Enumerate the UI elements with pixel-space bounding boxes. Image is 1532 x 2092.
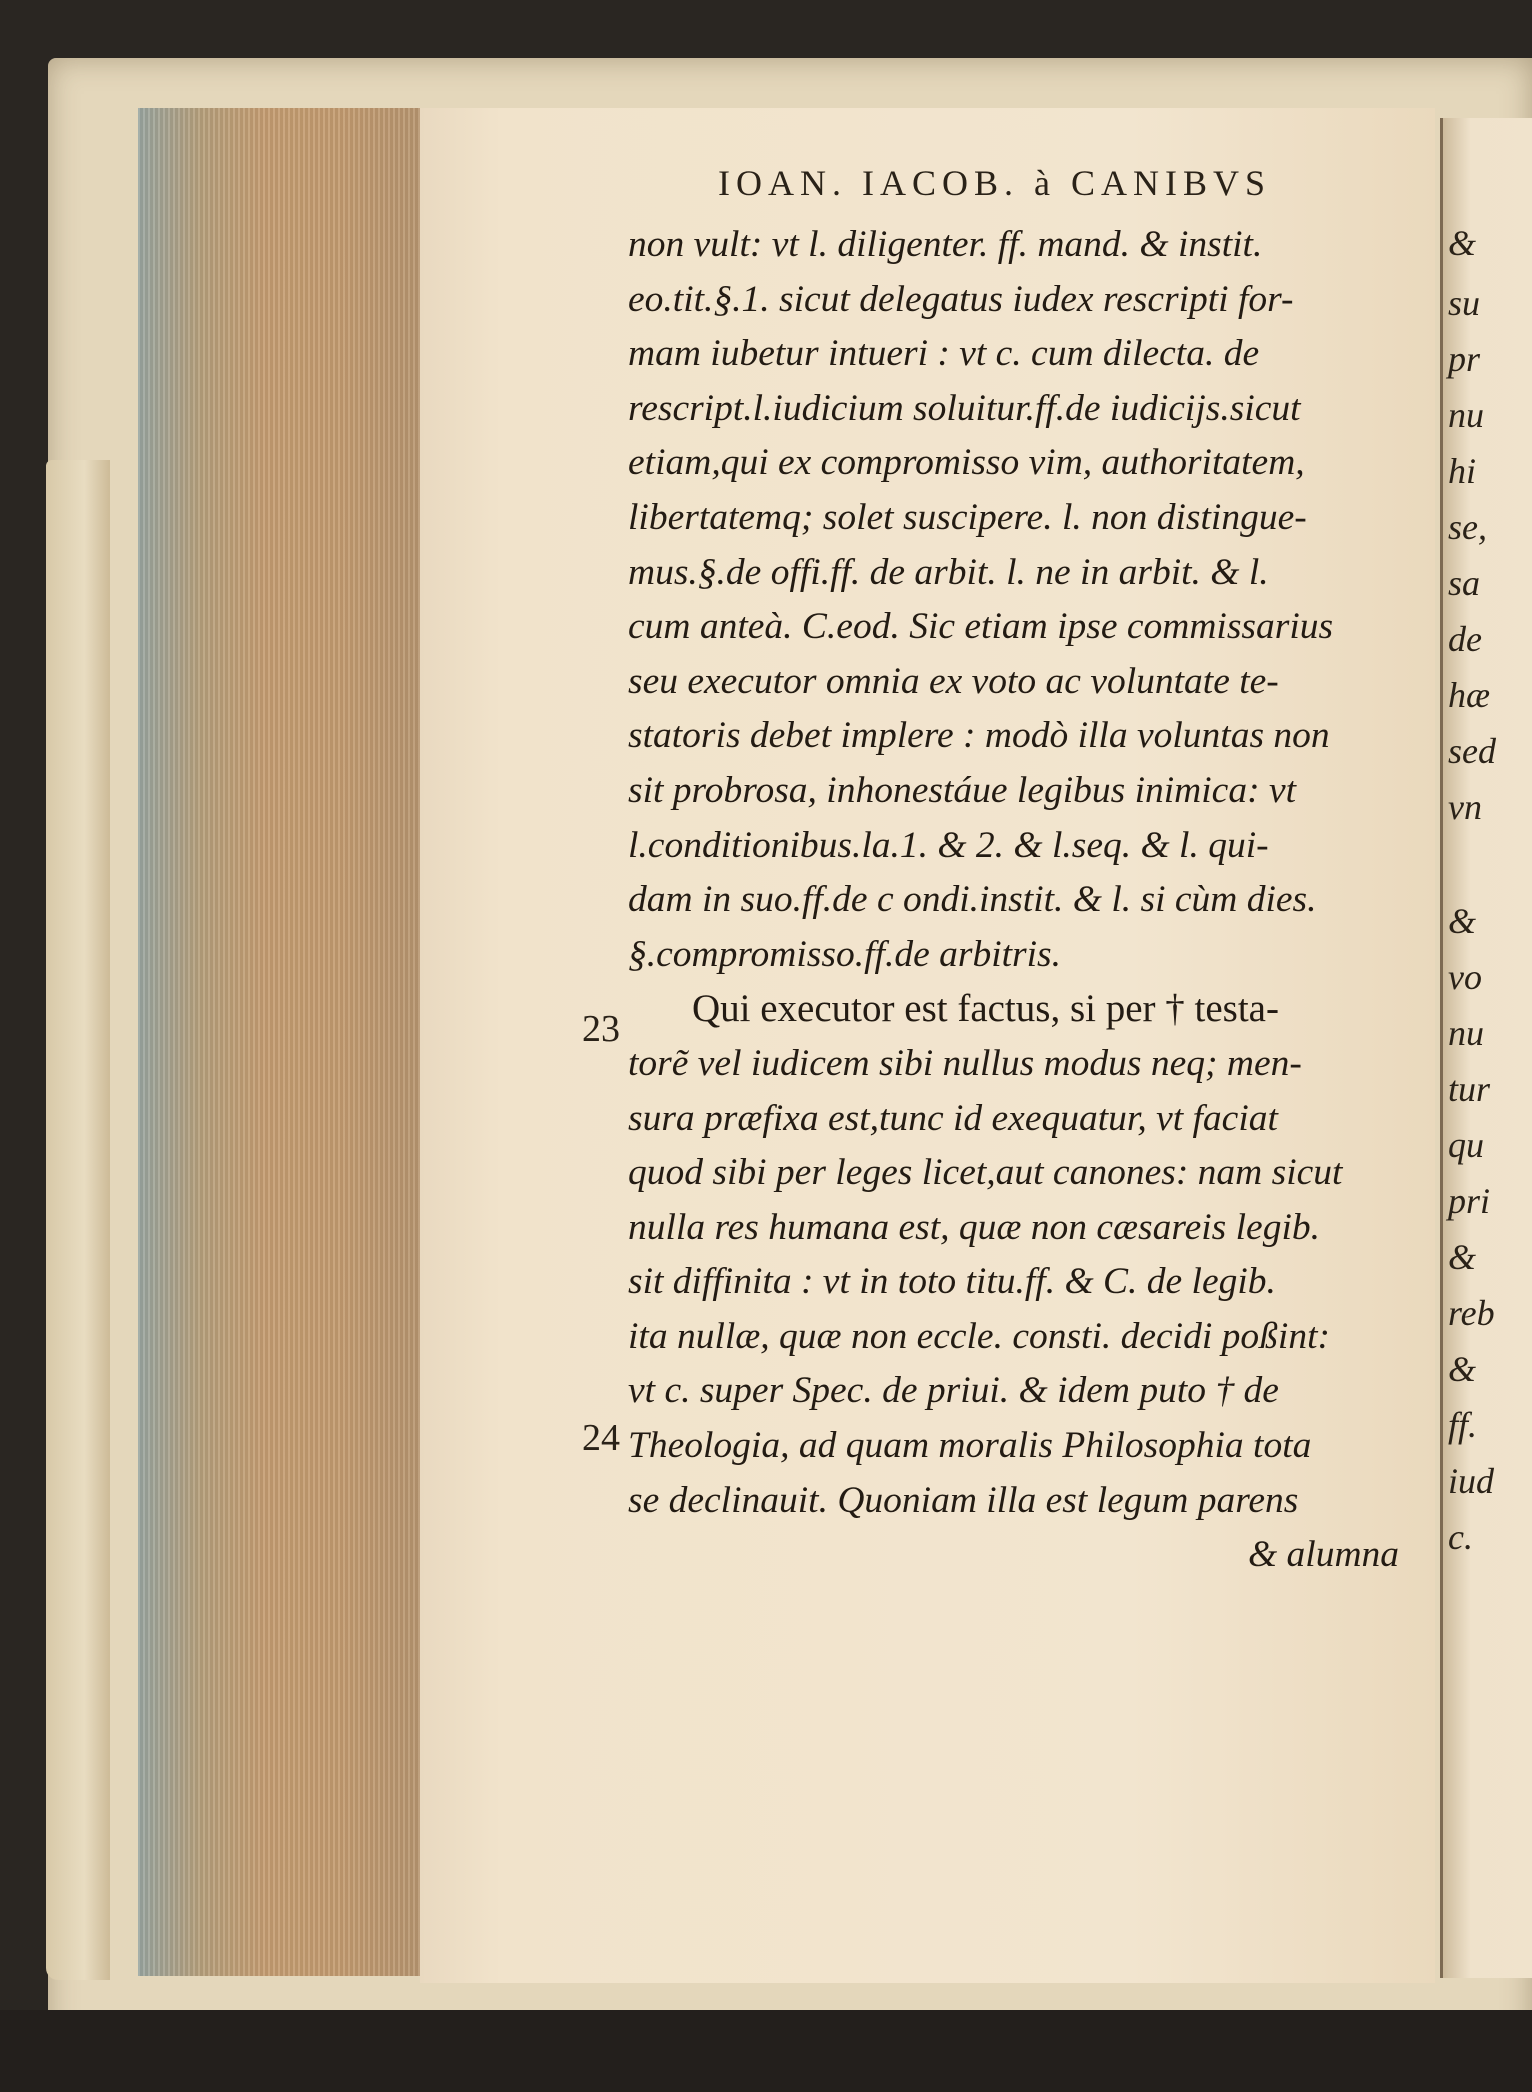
text-line: cum anteà. C.eod. Sic etiam ipse commissarius xyxy=(628,606,1334,648)
text-line: etiam,qui ex compromisso vim, authoritatem, xyxy=(628,442,1305,484)
text-line: libertatemq; solet suscipere. l. non distingue- xyxy=(628,496,1307,538)
text-line: Theologia, ad quam moralis Philosophia tota xyxy=(628,1425,1312,1467)
text-line: eo.tit.§.1. sicut delegatus iudex rescripti for- xyxy=(628,278,1294,320)
text-line: statoris debet implere : modò illa voluntas non xyxy=(628,715,1330,757)
facing-text-fragment: su xyxy=(1448,283,1481,323)
text-line: l.conditionibus.la.1. & 2. & l.seq. & l. qui- xyxy=(628,824,1269,866)
facing-text-fragment: vo xyxy=(1448,957,1482,997)
facing-text-fragment: tur xyxy=(1448,1069,1491,1109)
facing-text-fragment: & xyxy=(1448,1237,1477,1277)
facing-text-fragment: iud xyxy=(1448,1461,1495,1501)
facing-text-fragment: nu xyxy=(1448,1013,1484,1053)
text-line: quod sibi per leges licet,aut canones: nam sicut xyxy=(628,1152,1343,1194)
text-line: se declinauit. Quoniam illa est legum parens xyxy=(628,1479,1299,1521)
text-line: sura præfixa est,tunc id exequatur, vt faciat xyxy=(628,1097,1278,1139)
facing-text-fragment: reb xyxy=(1448,1293,1495,1333)
text-line: rescript.l.iudicium soluitur.ff.de iudicijs.sicut xyxy=(628,387,1301,429)
facing-text-fragment: pr xyxy=(1448,339,1481,379)
text-line: nulla res humana est, quæ non cæsareis legib. xyxy=(628,1206,1320,1248)
background-bottom xyxy=(0,2010,1532,2092)
facing-text-fragment: vn xyxy=(1448,787,1482,827)
text-line: ita nullæ, quæ non eccle. consti. decidi poßint: xyxy=(628,1315,1330,1357)
facing-text-fragment: & xyxy=(1448,901,1477,941)
text-line: vt c. super Spec. de priui. & idem puto † de xyxy=(628,1370,1279,1412)
text-line: mam iubetur intueri : vt c. cum dilecta. de xyxy=(628,333,1260,375)
catchword: & alumna xyxy=(1248,1534,1400,1576)
margin-number-23: 23 xyxy=(582,1008,620,1050)
facing-text-fragment: de xyxy=(1448,619,1482,659)
facing-text-fragment: se, xyxy=(1448,507,1487,547)
facing-text-fragment: sed xyxy=(1448,731,1496,771)
facing-text-fragment: ff. xyxy=(1448,1405,1478,1445)
text-line: Qui executor est factus, si per † testa- xyxy=(692,987,1279,1031)
facing-text-fragment: & xyxy=(1448,223,1477,263)
facing-text-fragment: qu xyxy=(1448,1125,1484,1165)
facing-text-fragment: c. xyxy=(1448,1517,1473,1557)
body-text xyxy=(628,218,1408,1583)
text-line: torẽ vel iudicem sibi nullus modus neq; men- xyxy=(628,1042,1302,1084)
facing-text-fragment: sa xyxy=(1448,563,1481,603)
page-fore-edge xyxy=(138,108,422,1976)
text-line: sit probrosa, inhonestáue legibus inimica: vt xyxy=(628,769,1297,811)
text-line: non vult: vt l. diligenter. ff. mand. & instit. xyxy=(628,224,1263,265)
facing-text-fragment: nu xyxy=(1448,395,1484,435)
text-line: sit diffinita : vt in toto titu.ff. & C. de legib. xyxy=(628,1261,1276,1303)
facing-text-fragment: hi xyxy=(1448,451,1477,491)
cover-flap xyxy=(46,460,110,1980)
facing-text-fragment: pri xyxy=(1448,1181,1491,1221)
text-line: dam in suo.ff.de c ondi.instit. & l. si cùm dies. xyxy=(628,879,1317,921)
text-line: mus.§.de offi.ff. de arbit. l. ne in arbit. & l. xyxy=(628,551,1269,593)
running-head: IOAN. IACOB. à CANIBVS xyxy=(718,163,1271,203)
text-line: seu executor omnia ex voto ac voluntate te- xyxy=(628,660,1279,702)
facing-text-fragment: hæ xyxy=(1448,675,1491,715)
margin-number-24: 24 xyxy=(582,1417,620,1459)
text-line: §.compromisso.ff.de arbitris. xyxy=(628,933,1062,975)
facing-text-fragment: & xyxy=(1448,1349,1477,1389)
